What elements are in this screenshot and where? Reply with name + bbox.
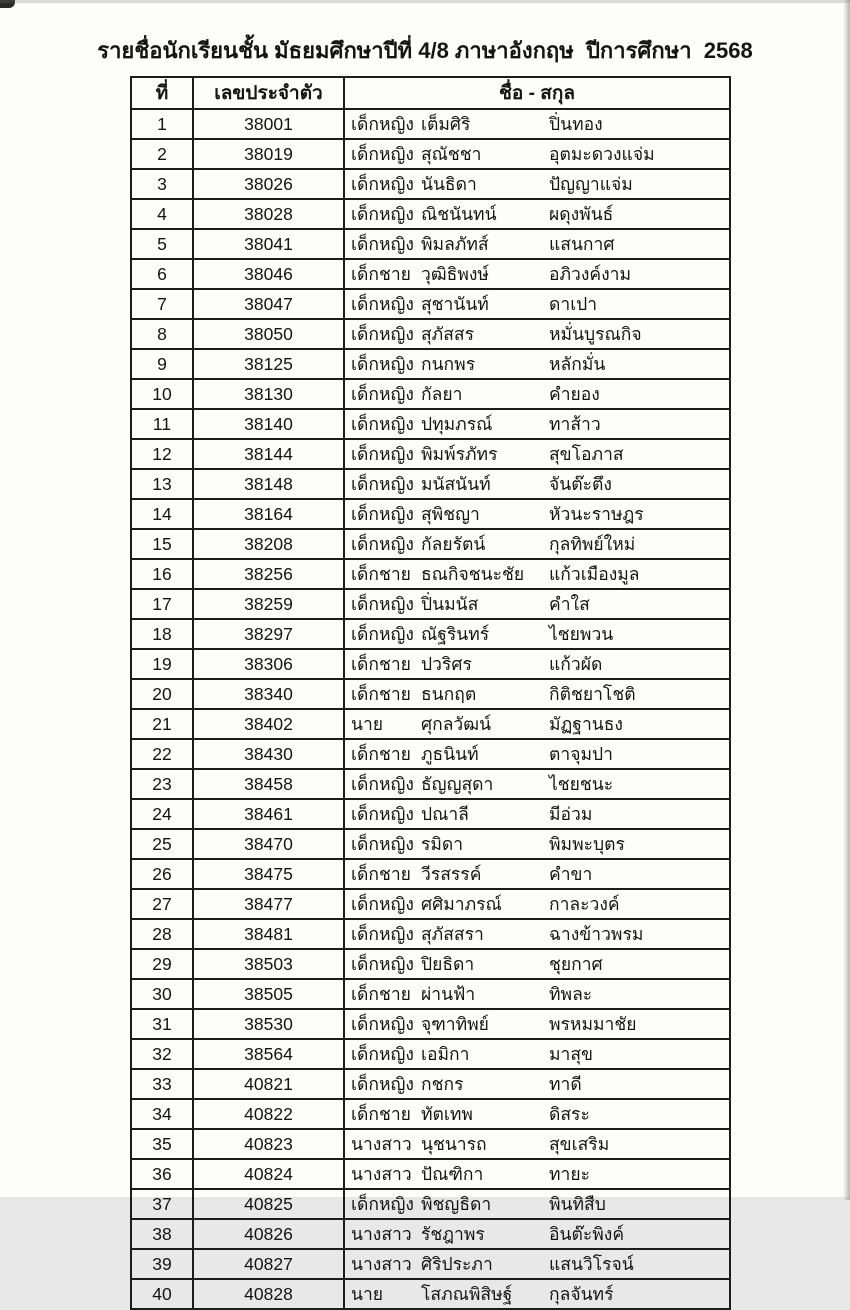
student-name-cell [344, 679, 730, 709]
student-name-cell [344, 1279, 730, 1309]
name-prefix: เด็กหญิง [351, 1044, 414, 1064]
first-name: วุฒิธิพงษ์ [421, 264, 489, 284]
first-name: ณิชนันทน์ [421, 204, 497, 224]
name-prefix: เด็กหญิง [351, 504, 414, 524]
table-row [131, 769, 730, 799]
student-id-cell: 40823 [193, 1129, 344, 1159]
row-number-cell: 9 [131, 349, 193, 379]
table-row [131, 1009, 730, 1039]
table-row [131, 979, 730, 1009]
row-number-cell: 15 [131, 529, 193, 559]
last-name: ปัญญาแจ่ม [549, 174, 633, 194]
student-id-cell: 38297 [193, 619, 344, 649]
student-name-cell [344, 499, 730, 529]
student-id-cell: 38503 [193, 949, 344, 979]
student-name-cell [344, 1189, 730, 1219]
name-prefix: นางสาว [351, 1164, 412, 1184]
name-prefix: เด็กหญิง [351, 204, 414, 224]
row-number-cell: 20 [131, 679, 193, 709]
row-number-cell: 13 [131, 469, 193, 499]
last-name: แก้วผัด [549, 654, 603, 674]
last-name: อินต๊ะพิงค์ [549, 1224, 625, 1244]
student-id-cell: 38028 [193, 199, 344, 229]
row-number-cell: 18 [131, 619, 193, 649]
table-row [131, 619, 730, 649]
name-prefix: นางสาว [351, 1254, 412, 1274]
student-id-cell: 38475 [193, 859, 344, 889]
student-name-cell [344, 439, 730, 469]
student-name-cell [344, 649, 730, 679]
name-prefix: เด็กหญิง [351, 1194, 414, 1214]
last-name: มาสุข [549, 1044, 594, 1064]
name-prefix: เด็กหญิง [351, 174, 414, 194]
student-name-cell [344, 109, 730, 139]
table-row [131, 799, 730, 829]
student-id-cell: 38130 [193, 379, 344, 409]
row-number-cell: 28 [131, 919, 193, 949]
student-id-cell: 38461 [193, 799, 344, 829]
student-name-cell [344, 619, 730, 649]
first-name: ปัณฑิกา [421, 1164, 484, 1184]
last-name: ปิ่นทอง [549, 114, 603, 134]
student-name-cell [344, 559, 730, 589]
row-number-cell: 21 [131, 709, 193, 739]
student-name-cell [344, 769, 730, 799]
row-number-cell: 10 [131, 379, 193, 409]
name-prefix: เด็กหญิง [351, 894, 414, 914]
student-name-cell [344, 139, 730, 169]
first-name: นันธิดา [421, 174, 477, 194]
student-roster-table [130, 76, 731, 1310]
row-number-cell: 17 [131, 589, 193, 619]
student-id-cell: 38430 [193, 739, 344, 769]
first-name: กชกร [421, 1074, 464, 1094]
name-prefix: เด็กชาย [351, 684, 411, 704]
row-number-cell: 31 [131, 1009, 193, 1039]
row-number-cell: 11 [131, 409, 193, 439]
last-name: อภิวงค์งาม [549, 264, 632, 284]
student-id-cell: 40824 [193, 1159, 344, 1189]
table-row [131, 1189, 730, 1219]
name-prefix: เด็กหญิง [351, 144, 414, 164]
last-name: มัฏฐานธง [549, 714, 623, 734]
name-prefix: เด็กหญิง [351, 834, 414, 854]
student-id-cell: 38125 [193, 349, 344, 379]
student-name-cell [344, 799, 730, 829]
name-prefix: เด็กหญิง [351, 624, 414, 644]
last-name: ทาดี [549, 1074, 582, 1094]
name-prefix: เด็กหญิง [351, 534, 414, 554]
last-name: แสนกาศ [549, 234, 615, 254]
name-prefix: เด็กชาย [351, 564, 411, 584]
student-id-cell: 38208 [193, 529, 344, 559]
student-id-cell: 38340 [193, 679, 344, 709]
student-name-cell [344, 919, 730, 949]
table-row [131, 859, 730, 889]
last-name: ชุยกาศ [549, 954, 603, 974]
student-name-cell [344, 889, 730, 919]
student-name-cell [344, 1069, 730, 1099]
row-number-cell: 8 [131, 319, 193, 349]
student-id-cell: 38164 [193, 499, 344, 529]
row-number-cell: 30 [131, 979, 193, 1009]
row-number-cell: 5 [131, 229, 193, 259]
last-name: คำใส [549, 594, 590, 614]
table-row [131, 259, 730, 289]
student-id-cell: 40821 [193, 1069, 344, 1099]
row-number-cell: 1 [131, 109, 193, 139]
table-row [131, 709, 730, 739]
student-id-cell: 38564 [193, 1039, 344, 1069]
student-id-cell: 38041 [193, 229, 344, 259]
table-row [131, 1219, 730, 1249]
last-name: ดาเปา [549, 294, 598, 314]
first-name: สุภัสสรา [421, 924, 484, 944]
name-prefix: เด็กหญิง [351, 1074, 414, 1094]
last-name: พินทิสืบ [549, 1194, 606, 1214]
name-prefix: เด็กหญิง [351, 294, 414, 314]
student-name-cell [344, 859, 730, 889]
student-id-cell: 38256 [193, 559, 344, 589]
first-name: กนกพร [421, 354, 476, 374]
student-name-cell [344, 709, 730, 739]
first-name: สุชานันท์ [421, 294, 489, 314]
first-name: ธนกฤต [421, 684, 477, 704]
table-row [131, 439, 730, 469]
last-name: มีอ่วม [549, 804, 593, 824]
name-prefix: เด็กหญิง [351, 234, 414, 254]
name-prefix: เด็กหญิง [351, 804, 414, 824]
student-id-cell: 38144 [193, 439, 344, 469]
last-name: ผดุงพันธ์ [549, 204, 614, 224]
row-number-cell: 33 [131, 1069, 193, 1099]
name-prefix: นางสาว [351, 1224, 412, 1244]
name-prefix: เด็กชาย [351, 864, 411, 884]
table-row [131, 1099, 730, 1129]
table-row [131, 109, 730, 139]
student-id-cell: 38046 [193, 259, 344, 289]
name-prefix: เด็กหญิง [351, 114, 414, 134]
last-name: หลักมั่น [549, 354, 606, 374]
name-prefix: เด็กชาย [351, 264, 411, 284]
table-row [131, 889, 730, 919]
row-number-cell: 19 [131, 649, 193, 679]
table-row [131, 529, 730, 559]
last-name: สุขเสริม [549, 1134, 610, 1154]
row-number-cell: 24 [131, 799, 193, 829]
table-row [131, 649, 730, 679]
scan-edge-right [843, 0, 850, 1200]
row-number-cell: 36 [131, 1159, 193, 1189]
first-name: นุชนารถ [421, 1134, 487, 1154]
first-name: ปิ่นมนัส [421, 594, 479, 614]
row-number-cell: 39 [131, 1249, 193, 1279]
first-name: ปณาลี [421, 804, 469, 824]
student-name-cell [344, 829, 730, 859]
student-id-cell: 38050 [193, 319, 344, 349]
row-number-cell: 35 [131, 1129, 193, 1159]
student-id-cell: 38001 [193, 109, 344, 139]
last-name: คำยอง [549, 384, 600, 404]
row-number-cell: 16 [131, 559, 193, 589]
row-number-cell: 7 [131, 289, 193, 319]
name-prefix: เด็กหญิง [351, 1014, 414, 1034]
last-name: คำขา [549, 864, 593, 884]
last-name: ไชยพวน [549, 624, 614, 644]
student-name-cell [344, 949, 730, 979]
student-name-cell [344, 1159, 730, 1189]
last-name: กิติชยาโชติ [549, 684, 636, 704]
last-name: ฉางข้าวพรม [549, 924, 644, 944]
page-title: รายชื่อนักเรียนชั้น มัธยมศึกษาปีที่ 4/8 ภาษาอังกฤษ ปีการศึกษา 2568 [97, 38, 753, 63]
student-name-cell [344, 319, 730, 349]
name-prefix: เด็กชาย [351, 1104, 411, 1124]
first-name: ทัตเทพ [421, 1104, 473, 1124]
student-name-cell [344, 529, 730, 559]
student-id-cell: 40827 [193, 1249, 344, 1279]
table-row [131, 1069, 730, 1099]
row-number-cell: 25 [131, 829, 193, 859]
last-name: กาละวงค์ [549, 894, 620, 914]
name-prefix: เด็กชาย [351, 654, 411, 674]
row-number-cell: 40 [131, 1279, 193, 1309]
last-name: ทาส้าว [549, 414, 601, 434]
table-row [131, 559, 730, 589]
student-name-cell [344, 379, 730, 409]
name-prefix: เด็กหญิง [351, 924, 414, 944]
student-name-cell [344, 979, 730, 1009]
name-prefix: นาย [351, 1284, 384, 1304]
table-row [131, 319, 730, 349]
student-id-cell: 38458 [193, 769, 344, 799]
student-name-cell [344, 1129, 730, 1159]
last-name: อุตมะดวงแจ่ม [549, 144, 655, 164]
last-name: แก้วเมืองมูล [549, 564, 640, 584]
table-row [131, 1129, 730, 1159]
student-id-cell: 38019 [193, 139, 344, 169]
student-name-cell [344, 469, 730, 499]
student-id-cell: 38477 [193, 889, 344, 919]
table-row [131, 1159, 730, 1189]
student-name-cell [344, 739, 730, 769]
last-name: ทายะ [549, 1164, 591, 1184]
table-row [131, 289, 730, 319]
student-id-cell: 40826 [193, 1219, 344, 1249]
last-name: ทิพละ [549, 984, 593, 1004]
table-row [131, 919, 730, 949]
first-name: พิมพ์รภัทร [421, 444, 498, 464]
column-header-full-name: ชื่อ - สกุล [344, 77, 730, 109]
first-name: ปิยธิดา [421, 954, 475, 974]
last-name: หัวนะราษฎร [549, 504, 644, 524]
student-name-cell [344, 199, 730, 229]
last-name: กุลจันทร์ [549, 1284, 614, 1304]
row-number-cell: 12 [131, 439, 193, 469]
last-name: พรหมมาชัย [549, 1014, 637, 1034]
student-name-cell [344, 409, 730, 439]
student-id-cell: 38140 [193, 409, 344, 439]
student-id-cell: 40822 [193, 1099, 344, 1129]
first-name: ปวริศร [421, 654, 472, 674]
row-number-cell: 3 [131, 169, 193, 199]
student-id-cell: 38148 [193, 469, 344, 499]
name-prefix: นางสาว [351, 1134, 412, 1154]
student-id-cell: 38306 [193, 649, 344, 679]
student-name-cell [344, 589, 730, 619]
student-name-cell [344, 259, 730, 289]
name-prefix: เด็กหญิง [351, 594, 414, 614]
scan-edge-top [0, 0, 850, 3]
student-name-cell [344, 1039, 730, 1069]
last-name: จันต๊ะตึง [549, 474, 612, 494]
table-row [131, 589, 730, 619]
name-prefix: เด็กหญิง [351, 414, 414, 434]
table-row [131, 169, 730, 199]
student-name-cell [344, 1249, 730, 1279]
first-name: ศศิมาภรณ์ [421, 894, 502, 914]
name-prefix: เด็กหญิง [351, 474, 414, 494]
row-number-cell: 32 [131, 1039, 193, 1069]
table-row [131, 469, 730, 499]
row-number-cell: 27 [131, 889, 193, 919]
row-number-cell: 4 [131, 199, 193, 229]
last-name: พิมพะบุตร [549, 834, 625, 854]
first-name: พิมลภัทส์ [421, 234, 489, 254]
row-number-cell: 6 [131, 259, 193, 289]
first-name: กัลยา [421, 384, 463, 404]
student-id-cell: 38047 [193, 289, 344, 319]
first-name: ภูธนินท์ [421, 744, 479, 764]
last-name: สุขโอภาส [549, 444, 624, 464]
table-row [131, 829, 730, 859]
first-name: จุฑาทิพย์ [421, 1014, 489, 1034]
table-row [131, 349, 730, 379]
table-row [131, 139, 730, 169]
first-name: มนัสนันท์ [421, 474, 491, 494]
first-name: รมิดา [421, 834, 464, 854]
first-name: ผ่านฟ้า [421, 984, 476, 1004]
name-prefix: เด็กหญิง [351, 384, 414, 404]
first-name: โสภณพิสิษฐ์ [421, 1284, 513, 1304]
student-name-cell [344, 1009, 730, 1039]
first-name: รัชฎาพร [421, 1224, 485, 1244]
row-number-cell: 23 [131, 769, 193, 799]
last-name: ดิสระ [549, 1104, 590, 1124]
first-name: สุณัชชา [421, 144, 482, 164]
student-name-cell [344, 1219, 730, 1249]
student-id-cell: 40825 [193, 1189, 344, 1219]
row-number-cell: 38 [131, 1219, 193, 1249]
table-row [131, 1249, 730, 1279]
table-row [131, 739, 730, 769]
student-id-cell: 38505 [193, 979, 344, 1009]
student-name-cell [344, 169, 730, 199]
student-id-cell: 38530 [193, 1009, 344, 1039]
student-id-cell: 38026 [193, 169, 344, 199]
row-number-cell: 14 [131, 499, 193, 529]
first-name: ปทุมภรณ์ [421, 414, 493, 434]
student-id-cell: 38402 [193, 709, 344, 739]
name-prefix: เด็กหญิง [351, 324, 414, 344]
name-prefix: เด็กหญิง [351, 774, 414, 794]
row-number-cell: 34 [131, 1099, 193, 1129]
first-name: สุภัสสร [421, 324, 474, 344]
last-name: ตาจุมปา [549, 744, 613, 764]
last-name: กุลทิพย์ใหม่ [549, 534, 636, 554]
table-row [131, 379, 730, 409]
first-name: ณัฐรินทร์ [421, 624, 490, 644]
first-name: พิชญธิดา [421, 1194, 492, 1214]
last-name: หมั่นบูรณกิจ [549, 324, 642, 344]
student-id-cell: 38470 [193, 829, 344, 859]
student-name-cell [344, 229, 730, 259]
name-prefix: เด็กหญิง [351, 444, 414, 464]
student-name-cell [344, 1099, 730, 1129]
name-prefix: เด็กชาย [351, 744, 411, 764]
first-name: ศิริประภา [421, 1254, 493, 1274]
first-name: ธัญญสุดา [421, 774, 494, 794]
row-number-cell: 26 [131, 859, 193, 889]
last-name: ไชยชนะ [549, 774, 614, 794]
first-name: สุพิชญา [421, 504, 480, 524]
table-row [131, 1279, 730, 1309]
student-id-cell: 40828 [193, 1279, 344, 1309]
first-name: ธณกิจชนะชัย [421, 564, 525, 584]
row-number-cell: 37 [131, 1189, 193, 1219]
table-row [131, 409, 730, 439]
row-number-cell: 29 [131, 949, 193, 979]
student-table-body [131, 109, 730, 1309]
table-row [131, 1039, 730, 1069]
last-name: แสนวิโรจน์ [549, 1254, 634, 1274]
table-row [131, 199, 730, 229]
first-name: ศุกลวัฒน์ [421, 714, 492, 734]
column-header-no: ที่ [131, 77, 193, 109]
first-name: เอมิกา [421, 1044, 470, 1064]
student-id-cell: 38259 [193, 589, 344, 619]
table-row [131, 949, 730, 979]
row-number-cell: 2 [131, 139, 193, 169]
name-prefix: นาย [351, 714, 384, 734]
row-number-cell: 22 [131, 739, 193, 769]
first-name: วีรสรรค์ [421, 864, 482, 884]
student-id-cell: 38481 [193, 919, 344, 949]
name-prefix: เด็กหญิง [351, 954, 414, 974]
table-row [131, 499, 730, 529]
first-name: เต็มศิริ [421, 114, 471, 134]
name-prefix: เด็กชาย [351, 984, 411, 1004]
table-row [131, 679, 730, 709]
table-row [131, 229, 730, 259]
student-name-cell [344, 289, 730, 319]
column-header-student-id: เลขประจำตัว [193, 77, 344, 109]
table-header [131, 77, 730, 109]
student-name-cell [344, 349, 730, 379]
first-name: กัลยรัตน์ [421, 534, 486, 554]
name-prefix: เด็กหญิง [351, 354, 414, 374]
